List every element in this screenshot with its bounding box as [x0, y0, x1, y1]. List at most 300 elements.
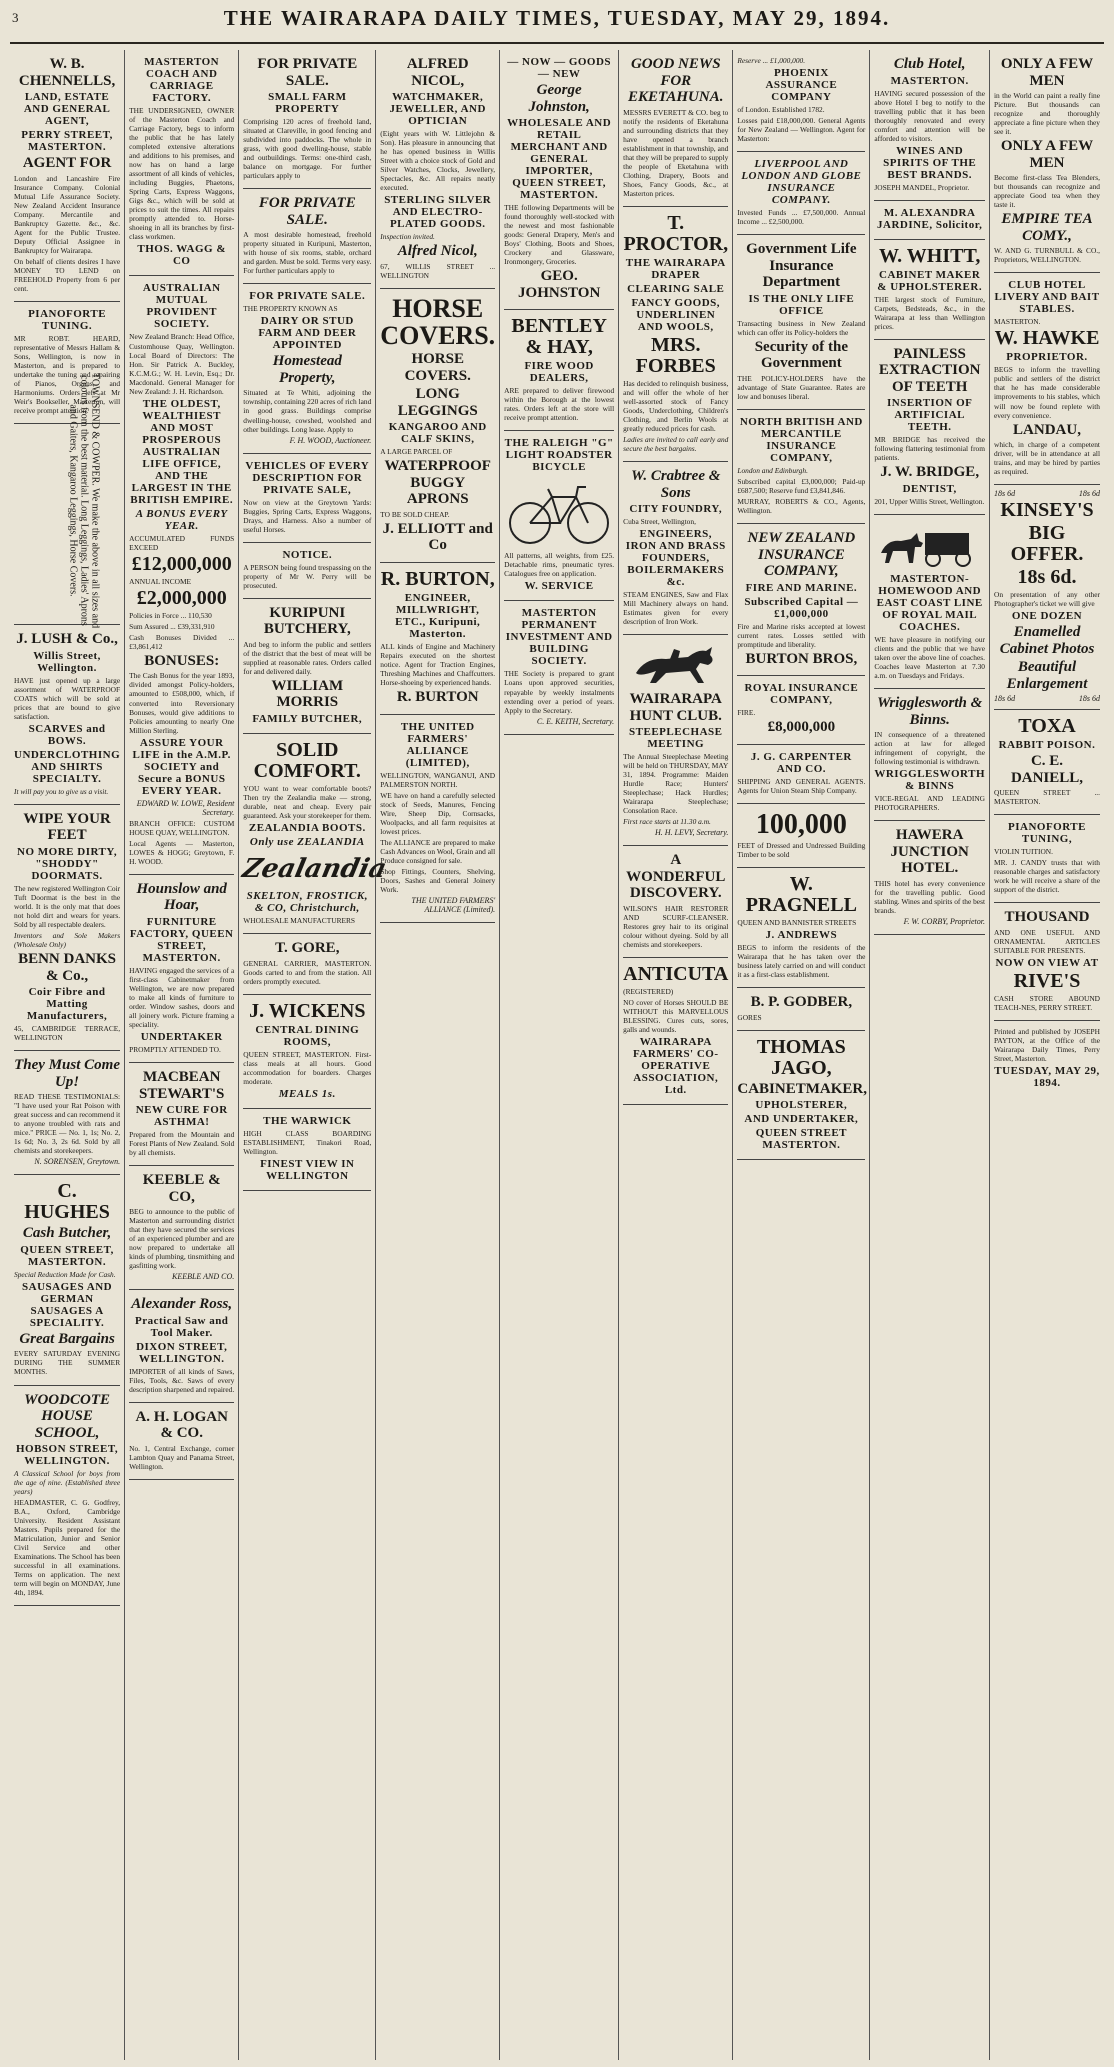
- ad-heading: WIPE YOUR FEET: [23, 810, 111, 844]
- ad-line: ZEALANDIA BOOTS.: [248, 822, 366, 835]
- ad-heading: NOTICE.: [282, 548, 333, 561]
- ad-line: Local Agents — Masterton, LOWES & HOGG; Greytown, F. H. WOOD.: [129, 838, 235, 866]
- ad-heading: George Johnston,: [528, 82, 590, 115]
- ad-line: London and Edinburgh.: [737, 465, 808, 475]
- ad-body: Subscribed capital £3,000,000; Paid-up £687,500; Reserve fund £3,841,846.: [737, 476, 866, 495]
- building-society-ad: [504, 601, 614, 734]
- bentley-ad: [504, 310, 614, 431]
- coach-factory-ad: [129, 50, 234, 276]
- ad-heading: MASTERTON COACH AND CARRIAGE FACTORY.: [144, 56, 220, 104]
- ad-heading: W. PRAGNELL: [745, 873, 857, 917]
- ad-body: Losses paid £18,000,000. General Agents for New Zealand — Wellington. Agent for Masterton:: [737, 116, 866, 144]
- ad-line: AND ONE USEFUL AND ORNAMENTAL ARTICLES SUITABLE FOR PRESENTS.: [994, 927, 1100, 956]
- ad-subheading: Coir Fibre and Matting Manufacturers,: [26, 986, 108, 1023]
- ad-subheading: STEEPLECHASE MEETING: [629, 726, 723, 751]
- dentist-ad: [874, 340, 985, 515]
- ad-line: A BONUS EVERY YEAR.: [135, 507, 228, 532]
- zealandia-logo: Zealandia: [240, 854, 390, 885]
- ad-body: HAVING engaged the services of a first-class Cabinetmaker from Wellington, we are now prepared to make all kinds of furniture to order. Window sashes, doors and all joinery work. Picture framing a speciality.: [129, 965, 235, 1029]
- rotated-text: TOWNSEND & COWPER. We make the above in all sizes and colours from the best material. Long Leggings, Ladies' Aprons and Gaiters, Kangaroo Leggings, Horse Covers.: [67, 373, 101, 629]
- gore-ad: [243, 934, 371, 995]
- ad-body: A most desirable homestead, freehold property situated in Kuripuni, Masterton, with house of six rooms, stable, orchard and garden. Must be sold. Terms very easy. For further particulars apply to: [243, 230, 372, 276]
- ad-heading: W. Crabtree & Sons: [631, 468, 721, 501]
- ad-heading: FOR PRIVATE SALE.: [249, 290, 366, 303]
- ad-subheading: IS THE ONLY LIFE OFFICE: [748, 292, 855, 317]
- ad-body: All patterns, all weights, from £25. Detachable rims, pneumatic tyres. Catalogues free on application.: [504, 551, 615, 579]
- proctor-ad: [623, 207, 728, 462]
- ad-subheading: FIRE AND MARINE.: [745, 581, 858, 594]
- ad-body: SHIPPING AND GENERAL AGENTS. Agents for Union Steam Ship Company.: [737, 776, 866, 795]
- ad-subheading: CENTRAL DINING ROOMS,: [255, 1023, 360, 1048]
- ad-line: of London. Established 1782.: [737, 105, 825, 115]
- ad-heading: J. G. CARPENTER AND CO.: [750, 750, 852, 775]
- ad-line: WHOLESALE MANUFACTURERS: [243, 916, 356, 926]
- logan-ad: [129, 1403, 234, 1480]
- ad-address: BRANCH OFFICE: CUSTOM HOUSE QUAY, WELLINGTON.: [129, 818, 235, 837]
- ad-line: KANGAROO AND CALF SKINS,: [388, 421, 487, 446]
- coach-line-ad: [874, 515, 985, 689]
- ad-signature: W. AND G. TURNBULL & CO., Proprietors, WELLINGTON.: [994, 246, 1100, 265]
- ad-body: MR. J. CANDY trusts that with reasonable charges and satisfactory work he will receive a share of the support of the district.: [994, 858, 1100, 895]
- ad-heading: MACBEAN STEWART'S: [139, 1069, 225, 1102]
- kinsey-ad: [994, 485, 1100, 710]
- ad-address: PERRY STREET, MASTERTON.: [21, 129, 113, 153]
- keeble-ad: [129, 1166, 234, 1290]
- ad-body: Comprising 120 acres of freehold land, situated at Clareville, in good fencing and subdivided into paddocks. The whole in grass, with good dwelling-house, stable and outbuildings. Terms: one-third cash, balance on mortgage. For further particulars apply to: [243, 117, 372, 181]
- ad-heading: WRIGGLESWORTH & BINNS: [874, 768, 985, 793]
- price-tag: 18s 6d: [994, 489, 1016, 499]
- column-1: [10, 50, 125, 2060]
- carpenter-ad: [737, 745, 865, 804]
- ad-line: Beautiful Enlargement: [1006, 659, 1088, 692]
- ad-line: GORES: [737, 1012, 762, 1022]
- ad-body: The new registered Wellington Coir Tuft Doormat is the best in the world. It is the only mat that does not hold dirt and wears for years. Sold by all respectable dealers.: [14, 883, 121, 929]
- ad-subheading: ENGINEER, MILLWRIGHT, ETC., Kuripuni, Masterton.: [395, 591, 481, 640]
- jardine-ad: [874, 201, 985, 240]
- ad-figure: 100,000: [755, 808, 847, 840]
- ad-body: Shop Fittings, Counters, Shelving, Doors, Sashes and General Joinery Work.: [380, 866, 496, 894]
- ad-heading: THOUSAND: [1004, 909, 1090, 926]
- ad-line: SCARVES and BOWS.: [28, 722, 106, 747]
- ad-address: CASH STORE ABOUND TEACH-NES, PERRY STREET.: [994, 994, 1100, 1013]
- ad-heading: KINSEY'S: [1000, 499, 1094, 522]
- ad-body: THE Society is prepared to grant Loans upon approved securities, repayable by weekly instalments extending over a period of years. Apply to the Secretary.: [504, 669, 615, 715]
- ad-heading: FOR PRIVATE SALE.: [258, 195, 356, 228]
- ad-heading: LIVERPOOL AND LONDON AND GLOBE INSURANCE COMPANY.: [741, 158, 862, 207]
- ad-heading: FOR PRIVATE SALE.: [257, 56, 358, 89]
- printer-imprint: Printed and published by JOSEPH PAYTON, at the Office of the Wairarapa Daily Times, Perry Street, Masterton.: [994, 1027, 1100, 1064]
- ad-body: ARE prepared to deliver firewood within the Borough at the lowest rates. Orders left at the store will receive prompt attention.: [504, 386, 615, 423]
- ad-subheading: CABINETMAKER,: [737, 1080, 867, 1097]
- ad-heading: MASTERTON PERMANENT INVESTMENT AND BUILDING SOCIETY.: [505, 607, 613, 668]
- column-4: [376, 50, 500, 2060]
- horse-covers-ad: [380, 289, 495, 563]
- johnston-ad: [504, 50, 614, 310]
- ad-heading: GOOD NEWS FOR EKETAHUNA.: [628, 56, 724, 105]
- godber-ad: [737, 988, 865, 1031]
- ad-line: CLEARING SALE: [627, 282, 725, 295]
- ad-line: Inspection invited.: [380, 232, 435, 242]
- club-hotel-ad: [874, 50, 985, 201]
- ad-subheading: FAMILY BUTCHER,: [252, 712, 363, 725]
- ad-line: NOW ON VIEW AT: [995, 957, 1099, 970]
- ad-subheading: INSERTION OF ARTIFICIAL TEETH.: [886, 397, 973, 434]
- ad-heading: AUSTRALIAN MUTUAL PROVIDENT SOCIETY.: [142, 282, 221, 331]
- ad-figure: £8,000,000: [767, 719, 836, 736]
- government-life-ad: [737, 235, 865, 410]
- ad-heading: ANTICUTA: [623, 963, 729, 986]
- ad-line: VICE-REGAL AND LEADING PHOTOGRAPHERS.: [874, 794, 985, 813]
- ad-heading: SKELTON, FROSTICK, & CO, Christchurch,: [246, 890, 368, 915]
- column-7: [733, 50, 870, 2060]
- ad-heading: PIANOFORTE TUNING.: [28, 307, 107, 332]
- ad-line: UNDERTAKER: [140, 1031, 223, 1043]
- ad-body: IMPORTER of all kinds of Saws, Files, Tools, &c. Saws of every description sharpened and repaired.: [129, 1366, 235, 1394]
- ad-subheading: CITY FOUNDRY,: [629, 503, 723, 516]
- ad-subheading: UPHOLSTERER,: [755, 1099, 848, 1112]
- ad-line: Ladies are invited to call early and secure the best bargains.: [623, 435, 729, 454]
- ad-subheading: PROPRIETOR.: [1006, 351, 1088, 364]
- ad-line: ONE DOZEN: [1011, 610, 1083, 623]
- ad-line: Reserve ... £1,000,000.: [737, 56, 806, 65]
- ad-body: Has decided to relinquish business, and will offer the whole of her well-assorted stock of Fancy Goods, Underclothing, Children's Clothing, and Berlin Wools at greatly reduced prices for cash.: [623, 378, 729, 433]
- ad-heading: A WONDERFUL DISCOVERY.: [626, 852, 726, 902]
- ad-heading: LANDAU,: [1013, 421, 1081, 438]
- hughes-ad: [14, 1175, 120, 1385]
- ad-body: GENERAL CARRIER, MASTERTON. Goods carted to and from the station. All orders promptly executed.: [243, 958, 372, 986]
- north-british-ad: [737, 410, 865, 524]
- ad-body: The ALLIANCE are prepared to make Cash Advances on Wool, Grain and all Produce consigned for sale.: [380, 837, 496, 865]
- column-container: [10, 50, 1104, 2060]
- jago-ad: [737, 1031, 865, 1161]
- hawera-hotel-ad: [874, 821, 985, 935]
- ad-heading: MASTERTON-HOMEWOOD AND EAST COAST LINE OF ROYAL MAIL COACHES.: [876, 572, 983, 633]
- ad-heading: They Must Come Up!: [14, 1057, 120, 1090]
- ad-signature: BURTON BROS,: [745, 650, 858, 667]
- ad-body: Situated at Te Whiti, adjoining the township, containing 220 acres of rich land in good grass. Buildings comprise dwelling-house, cowshed, woolshed and other buildings. Long lease. Apply to: [243, 388, 372, 434]
- crabtree-ad: [623, 462, 728, 635]
- ad-line: FINEST VIEW IN WELLINGTON: [260, 1157, 355, 1182]
- ad-line: Cash Bonuses Divided ... £3,861,412: [129, 632, 235, 651]
- ad-signature: R. BURTON: [396, 689, 479, 706]
- ad-heading: HORSE COVERS.: [380, 293, 496, 351]
- ad-line: It will pay you to give us a visit.: [14, 786, 109, 796]
- ad-signature: MURRAY, ROBERTS & CO., Agents, Wellington.: [737, 496, 866, 515]
- ad-subheading: RABBIT POISON.: [998, 739, 1096, 752]
- ad-heading: Alfred Nicol,: [397, 243, 478, 260]
- ad-body: Transacting business in New Zealand which can offer its Policy-holders the: [737, 318, 866, 337]
- ad-heading: Security of the Government: [754, 338, 849, 372]
- ad-address: QUEEN STREET ... MASTERTON.: [994, 788, 1100, 807]
- ad-heading: ONLY A FEW MEN: [1000, 56, 1094, 89]
- price-tag: 18s 6d: [1078, 489, 1100, 499]
- ad-subheading: HORSE COVERS.: [404, 351, 471, 384]
- kuripuni-ad: [243, 599, 371, 734]
- ad-heading: W. WHITT,: [879, 244, 981, 267]
- warwick-ad: [243, 1109, 371, 1191]
- ad-line: ASSURE YOUR LIFE in the A.M.P. SOCIETY and Secure a BONUS EVERY YEAR.: [132, 736, 231, 797]
- amp-society-ad: [129, 276, 234, 874]
- ad-signature: N. SORENSEN, Greytown.: [34, 1157, 121, 1167]
- column-8: [870, 50, 990, 2060]
- ad-subheading: NO MORE DIRTY, "SHODDY" DOORMATS.: [17, 845, 118, 882]
- ad-body: STEAM ENGINES, Saw and Flax Mill Machinery always on hand. Estimates given for every description of Iron Work.: [623, 590, 729, 627]
- ad-heading: B. P. GODBER,: [750, 994, 853, 1011]
- ross-ad: [129, 1290, 234, 1403]
- ad-line: THE OLDEST, WEALTHIEST AND MOST PROSPEROUS AUSTRALIAN LIFE OFFICE, AND THE LARGEST IN THE BRITISH EMPIRE.: [130, 397, 234, 506]
- column-3: [239, 50, 390, 2060]
- price-row: [994, 489, 1100, 498]
- ad-heading: THOMAS JAGO,: [756, 1035, 846, 1079]
- ad-heading: VEHICLES OF EVERY DESCRIPTION FOR PRIVATE SALE,: [245, 459, 370, 496]
- ad-address: MASTERTON.: [890, 74, 969, 87]
- rives-ad: [994, 903, 1100, 1021]
- ad-address: QUEEN STREET MASTERTON.: [755, 1127, 847, 1152]
- price-tag: 18s 6d: [994, 694, 1016, 704]
- ad-heading: ALFRED NICOL,: [406, 56, 469, 89]
- ad-figure: 18s 6d.: [1017, 566, 1077, 589]
- eketahuna-ad: [623, 50, 728, 207]
- ad-heading: NORTH BRITISH AND MERCANTILE INSURANCE COMPANY,: [739, 415, 863, 464]
- ad-line: A LARGE PARCEL OF: [380, 447, 453, 457]
- ad-signature: J. ELLIOTT and Co: [382, 520, 493, 554]
- hawke-stables-ad: [994, 273, 1100, 485]
- coach-illustration: [875, 523, 985, 569]
- ad-line: TO BE SOLD CHEAP.: [380, 509, 450, 519]
- ad-subheading: Cash Butcher,: [22, 1225, 112, 1242]
- lush-ad: [14, 625, 120, 805]
- hunt-club-ad: [623, 635, 728, 846]
- ad-body: New Zealand Branch: Head Office, Customhouse Quay, Wellington. Local Board of Directors: The Hon. Sir Patrick A. Buckley, K.C.M.G.; W. H. Levin, Esq.; Dr. Macdonald. General Manager for New Zealand: J. H. Richardson.: [129, 332, 235, 396]
- ad-body: WE have on hand a carefully selected stock of Seeds, Manures, Fencing Wire, Sheep Dip, Cornsacks, Woolpacks, and all farm requisites at lowest prices.: [380, 790, 496, 836]
- ad-body: London and Lancashire Fire Insurance Company. Colonial Mutual Life Assurance Society. New Zealand Accident Insurance Company. Mercantile and Bankruptcy Gazette. &c., &c. Agent for the Public Trustee. Deputy Official Assignee in Bankruptcy for Wairarapa.: [14, 173, 121, 255]
- ad-subheading: SMALL FARM PROPERTY: [268, 91, 347, 115]
- column-6: [619, 50, 733, 2060]
- few-men-ad: [994, 50, 1100, 273]
- woodcote-ad: [14, 1386, 120, 1607]
- royal-insurance-ad: [737, 676, 865, 745]
- ad-heading: T. PROCTOR,: [623, 211, 729, 255]
- ad-body: MR BRIDGE has received the following flattering testimonial from patients.: [874, 435, 985, 463]
- newspaper-title: THE WAIRARAPA DAILY TIMES, TUESDAY, MAY 29, 1894.: [223, 6, 891, 30]
- masthead: [10, 6, 1104, 44]
- timber-ad: [737, 804, 865, 868]
- wickens-ad: [243, 995, 371, 1109]
- ad-subheading: NEW CURE FOR ASTHMA!: [135, 1104, 228, 1129]
- phoenix-ad: [737, 50, 865, 152]
- ad-address: DIXON STREET, WELLINGTON.: [136, 1340, 228, 1365]
- ad-signature: H. H. LEVY, Secretary.: [654, 828, 729, 838]
- column-5: [500, 50, 619, 2060]
- ad-line: FEET of Dressed and Undressed Building Timber to be sold: [737, 841, 866, 860]
- column-2: [125, 50, 239, 2060]
- ad-heading: AGENT FOR: [22, 155, 112, 171]
- ad-address: Willis Street, Wellington.: [33, 649, 101, 674]
- ad-subheading: LAND, ESTATE AND GENERAL AGENT,: [23, 91, 111, 127]
- ad-line: FANCY GOODS, UNDERLINEN AND WOOLS,: [631, 296, 720, 333]
- ad-subheading: DENTIST,: [902, 482, 957, 495]
- ad-heading: Alexander Ross,: [131, 1296, 233, 1313]
- ad-subheading: WATCHMAKER, JEWELLER, AND OPTICIAN: [389, 91, 486, 127]
- ad-heading: KEEBLE & CO,: [142, 1172, 221, 1205]
- ad-subheading: LONG LEGGINGS: [397, 386, 478, 419]
- ad-heading: SOLID COMFORT.: [253, 738, 361, 782]
- ad-heading: BIG OFFER.: [1010, 522, 1084, 566]
- ad-line: Special Reduction Made for Cash.: [14, 1269, 116, 1279]
- nz-insurance-ad: [737, 524, 865, 676]
- ad-body: READ THESE TESTIMONIALS: "I have used your Rat Poison with great success and can recommend it to anyone troubled with rats and mice." PRICE — No. 1, 1s; No. 2, 1s 6d; No. 3, 2s 6d. Sold by all chemists and storekeepers.: [14, 1092, 121, 1156]
- ad-subheading: CABINET MAKER & UPHOLSTERER.: [877, 268, 983, 293]
- rat-poison-ad: [14, 1051, 120, 1175]
- ad-signature: JOSEPH MANDEL, Proprietor.: [874, 182, 970, 192]
- ad-line: VIOLIN TUITION.: [994, 847, 1053, 857]
- ad-heading: ONLY A FEW MEN: [1000, 138, 1094, 171]
- ad-body: No. 1, Central Exchange, corner Lambton Quay and Panama Street, Wellington.: [129, 1443, 235, 1471]
- ad-body: IN consequence of a threatened action at law for alleged infringement of copyright, the following testimonial is withdrawn.: [874, 730, 985, 767]
- ad-line: FIRE.: [737, 708, 756, 718]
- nicol-ad: [380, 50, 495, 289]
- ad-body: NO cover of Horses SHOULD BE WITHOUT this MARVELLOUS BLESSING. Cures cuts, sores, galls and wounds.: [623, 998, 729, 1035]
- ad-address: 45, CAMBRIDGE TERRACE, WELLINGTON: [14, 1024, 121, 1043]
- ad-heading: W. B. CHENNELLS,: [18, 56, 116, 89]
- ad-body: WILSON'S HAIR RESTORER AND SCURF-CLEANSER. Restores grey hair to its original colour without dyeing. Sold by all chemists and storekeepers.: [623, 903, 729, 950]
- ad-heading: WAIRARAPA HUNT CLUB.: [629, 691, 722, 724]
- ad-heading: THE WARWICK: [263, 1114, 352, 1127]
- ad-line: Sum Assured ... £39,331,910: [129, 621, 215, 631]
- ad-heading: J. W. BRIDGE,: [880, 464, 980, 481]
- bicycle-ad: [504, 431, 614, 601]
- page-number: 3: [12, 10, 19, 25]
- ad-signature: KEEBLE AND CO.: [171, 1272, 235, 1282]
- private-sale-ad: [243, 50, 371, 189]
- ad-body: HAVE just opened up a large assortment of WATERPROOF COATS which will be sold at prices that are bound to give satisfaction.: [14, 675, 121, 721]
- ad-subheading: THE WAIRARAPA DRAPER: [625, 256, 726, 281]
- price-tag: 18s 6d: [1078, 694, 1100, 704]
- ad-address: QUEEN STREET, MASTERTON.: [20, 1243, 114, 1268]
- ad-body: YOU want to wear comfortable boots? Then try the Zealandia make — strong, durable, neat and cheap. Every pair guaranteed. Ask your storekeeper for them.: [243, 783, 372, 820]
- ad-body: ALL kinds of Engine and Machinery Repairs executed on the shortest notice. Agent for Traction Engines, Threshing Machines and Chaffcutters. Horse-shoeing by experienced hands.: [380, 641, 496, 688]
- ad-body: THE UNDERSIGNED, OWNER of the Masterton Coach and Carriage Factory, begs to inform the public that he has lately completed extensive alterations and additions to his premises, and now has on hand a large assortment of all kinds of vehicles, including Buggies, Phaetons, Spring Carts, Express Waggons, Gigs &c., which will be sold at prices to suit the times. All repairs promptly attended to. Horse-shoeing in all its branches by first-class workmen.: [129, 106, 235, 242]
- ad-body: (Eight years with W. Littlejohn & Son). Has pleasure in announcing that he has opened business in Willis Street with a choice stock of Gold and Silver Watches, Clocks, Jewellery, Spectacles, &c. All repairs neatly executed.: [380, 129, 496, 193]
- ad-signature: THOS. WAGG & CO: [137, 243, 227, 268]
- ad-subheading: AND UNDERTAKER,: [744, 1113, 859, 1126]
- ad-body: HAVING secured possession of the above Hotel I beg to notify to the travelling public that it has been thoroughly renovated and every comfort and attention will be afforded to visitors.: [874, 88, 985, 143]
- ad-label: ACCUMULATED FUNDS EXCEED: [129, 533, 235, 552]
- ad-body: THE POLICY-HOLDERS have the advantage of State Guarantee. Rates are low and bonuses liberal.: [737, 373, 866, 401]
- ad-line: MEALS 1s.: [278, 1087, 336, 1100]
- ad-heading: C. E. DANIELL,: [1010, 753, 1084, 786]
- ad-line: A Classical School for boys from the age of nine. (Established three years): [14, 1469, 121, 1497]
- ad-heading: CLUB HOTEL LIVERY AND BAIT STABLES.: [994, 279, 1100, 316]
- ad-heading: Great Bargains: [19, 1330, 115, 1347]
- horse-illustration: [626, 643, 726, 687]
- ad-body: The Cash Bonus for the year 1893, divided amongst Policy-holders, amounted to £508,000, which, if converted into Reversionary Bonuses, would give additions to Policies amounting to nearly One Million Sterling.: [129, 671, 235, 735]
- ad-body: Invested Funds ... £7,500,000. Annual Income ... £2,500,000.: [737, 208, 866, 227]
- ad-heading: TOXA: [1018, 715, 1076, 738]
- macbean-ad: [129, 1063, 234, 1166]
- ad-body: A PERSON being found trespassing on the property of Mr W. Perry will be prosecuted.: [243, 562, 372, 590]
- ad-signature: GEO. JOHNSTON: [518, 268, 601, 301]
- ad-address: 67, WILLIS STREET ... WELLINGTON: [380, 261, 496, 280]
- ad-heading: M. ALEXANDRA JARDINE, Solicitor,: [877, 206, 983, 231]
- ad-body: WE have pleasure in notifying our clients and the public that we have taken over the above line of coaches. Coaches leave Masterton at 7.30 a.m. on Tuesdays and Fridays.: [874, 634, 985, 681]
- ad-address: WELLINGTON, WANGANUI, AND PALMERSTON NORTH.: [380, 770, 496, 789]
- ad-heading: PAINLESS EXTRACTION OF TEETH: [878, 345, 981, 395]
- ad-heading: BENTLEY & HAY,: [511, 315, 607, 359]
- ad-body: QUEEN STREET, MASTERTON. First-class meals at all hours. Good accommodation for boarders. Charges moderate.: [243, 1049, 372, 1086]
- ad-heading: THE RALEIGH "G" LIGHT ROADSTER BICYCLE: [504, 437, 614, 474]
- ad-signature: W. SERVICE: [524, 580, 594, 593]
- liverpool-ad: [737, 152, 865, 235]
- ad-body: The Annual Steeplechase Meeting will be held on THURSDAY, MAY 31, 1894. Programme: Maiden Hurdle Race; Hunters' Steeplechase; Hack Hurdles; Wairarapa Steeplechase; Consolation Race.: [623, 752, 729, 816]
- ad-figure: £2,000,000: [136, 586, 227, 609]
- ad-line: THE PROPERTY KNOWN AS: [243, 304, 338, 314]
- ad-address: MASTERTON.: [994, 317, 1041, 327]
- ad-line: DAIRY OR STUD FARM AND DEER APPOINTED: [258, 315, 357, 352]
- ad-heading: BENN DANKS & Co.,: [18, 951, 117, 984]
- ad-line: Policies in Force ... 110,530: [129, 610, 212, 620]
- ad-heading: W. HAWKE: [994, 327, 1100, 350]
- ad-body: in the World can paint a really fine Picture. But thousands can recognize and thoroughly appreciate a fine picture when they see it.: [994, 91, 1100, 137]
- ad-subheading: FIRE WOOD DEALERS,: [524, 360, 594, 385]
- ad-line: Enamelled Cabinet Photos: [999, 624, 1095, 657]
- ad-body: THE largest stock of Furniture, Carpets, Bedsteads, &c., in the Wairarapa at less than Wellington prices.: [874, 294, 985, 331]
- ad-address: QUEEN AND BANNISTER STREETS: [737, 918, 857, 928]
- price-row: [994, 694, 1100, 703]
- homestead-ad: [243, 284, 371, 453]
- ad-body: THIS hotel has every convenience for the travelling public. Good stabling. Wines and spirits of the best brands.: [874, 878, 985, 915]
- imprint-date: TUESDAY, MAY 29, 1894.: [994, 1065, 1100, 1090]
- photographer-ad: [874, 689, 985, 821]
- ad-subheading: WHOLESALE AND RETAIL MERCHANT AND GENERAL IMPORTER, QUEEN STREET, MASTERTON.: [507, 117, 612, 201]
- ad-signature: WAIRARAPA FARMERS' CO-OPERATIVE ASSOCIATION, Ltd.: [632, 1036, 719, 1097]
- ad-line: (REGISTERED): [623, 987, 674, 997]
- ad-body: On presentation of any other Photographer's ticket we will give: [994, 590, 1100, 609]
- ad-heading: ROYAL INSURANCE COMPANY,: [744, 682, 859, 707]
- notice-ad: [243, 543, 371, 599]
- piano-tuning-ad: [994, 815, 1100, 903]
- ad-body: HEADMASTER, C. G. Godfrey, B.A., Oxford, Cambridge University. Resident Assistant Masters. Pupils prepared for the Matriculation, Junior and Senior Civil Service and other Examinations. The School has been successful in all examinations. Terms on application. The next term will begin on MONDAY, June 4th, 1894.: [14, 1498, 121, 1598]
- ad-figure: £12,000,000: [131, 552, 232, 575]
- vehicles-ad: [243, 454, 371, 543]
- ad-address: 201, Upper Willis Street, Wellington.: [874, 496, 985, 506]
- ad-heading: NEW ZEALAND INSURANCE COMPANY,: [747, 530, 856, 580]
- ad-heading: C. HUGHES: [24, 1180, 110, 1224]
- ad-subheading: Practical Saw and Tool Maker.: [134, 1314, 229, 1339]
- farmers-alliance-ad: [380, 715, 495, 923]
- ad-body: which, in charge of a competent driver, will be in attendance at all trains, and may be hired by parties as required.: [994, 440, 1100, 477]
- ad-heading: T. GORE,: [275, 940, 340, 957]
- ad-heading: RIVE'S: [1013, 970, 1081, 993]
- ad-body: THE following Departments will be found thoroughly well-stocked with the newest and most fashionable goods: General Drapery, Men's and Boys' Clothing, Boots and Shoes, Crockery and Glassware, Ironmongery, Groceries.: [504, 203, 615, 267]
- ad-line: First race starts at 11.30 a.m.: [623, 817, 711, 827]
- ad-line: STERLING SILVER AND ELECTRO-PLATED GOODS.: [384, 194, 492, 231]
- ad-heading: J. ANDREWS: [765, 929, 838, 942]
- ad-subheading: FURNITURE FACTORY, QUEEN STREET, MASTERTON.: [129, 915, 234, 964]
- imprint: [994, 1021, 1100, 1097]
- ad-signature: F. H. WOOD, Auctioneer.: [289, 435, 372, 445]
- ad-body: Now on view at the Greytown Yards: Buggies, Spring Carts, Express Waggons, Drays, and Harness. Also a number of useful Horses.: [243, 497, 372, 534]
- ad-line: UNDERCLOTHING AND SHIRTS SPECIALTY.: [14, 748, 121, 785]
- ad-body: And beg to inform the public and settlers of the district that the best of meat will be supplied at reasonable rates. Orders called for and delivered daily.: [243, 639, 372, 676]
- ad-body: BEGS to inform the residents of the Wairarapa that he has taken over the business lately carried on and will conduct it as a first-class establishment.: [737, 943, 866, 980]
- ad-label: ANNUAL INCOME: [129, 576, 192, 586]
- ad-heading: BONUSES:: [144, 652, 220, 669]
- ad-line: WINES AND SPIRITS OF THE BEST BRANDS.: [883, 144, 977, 181]
- ad-address: HOBSON STREET, WELLINGTON.: [15, 1443, 119, 1467]
- ad-body: BEGS to inform the travelling public and settlers of the district that he has made considerable improvements to his stables, which will now be found replete with every convenience.: [994, 365, 1100, 420]
- ad-heading: THE UNITED FARMERS' ALLIANCE (LIMITED),: [400, 720, 475, 769]
